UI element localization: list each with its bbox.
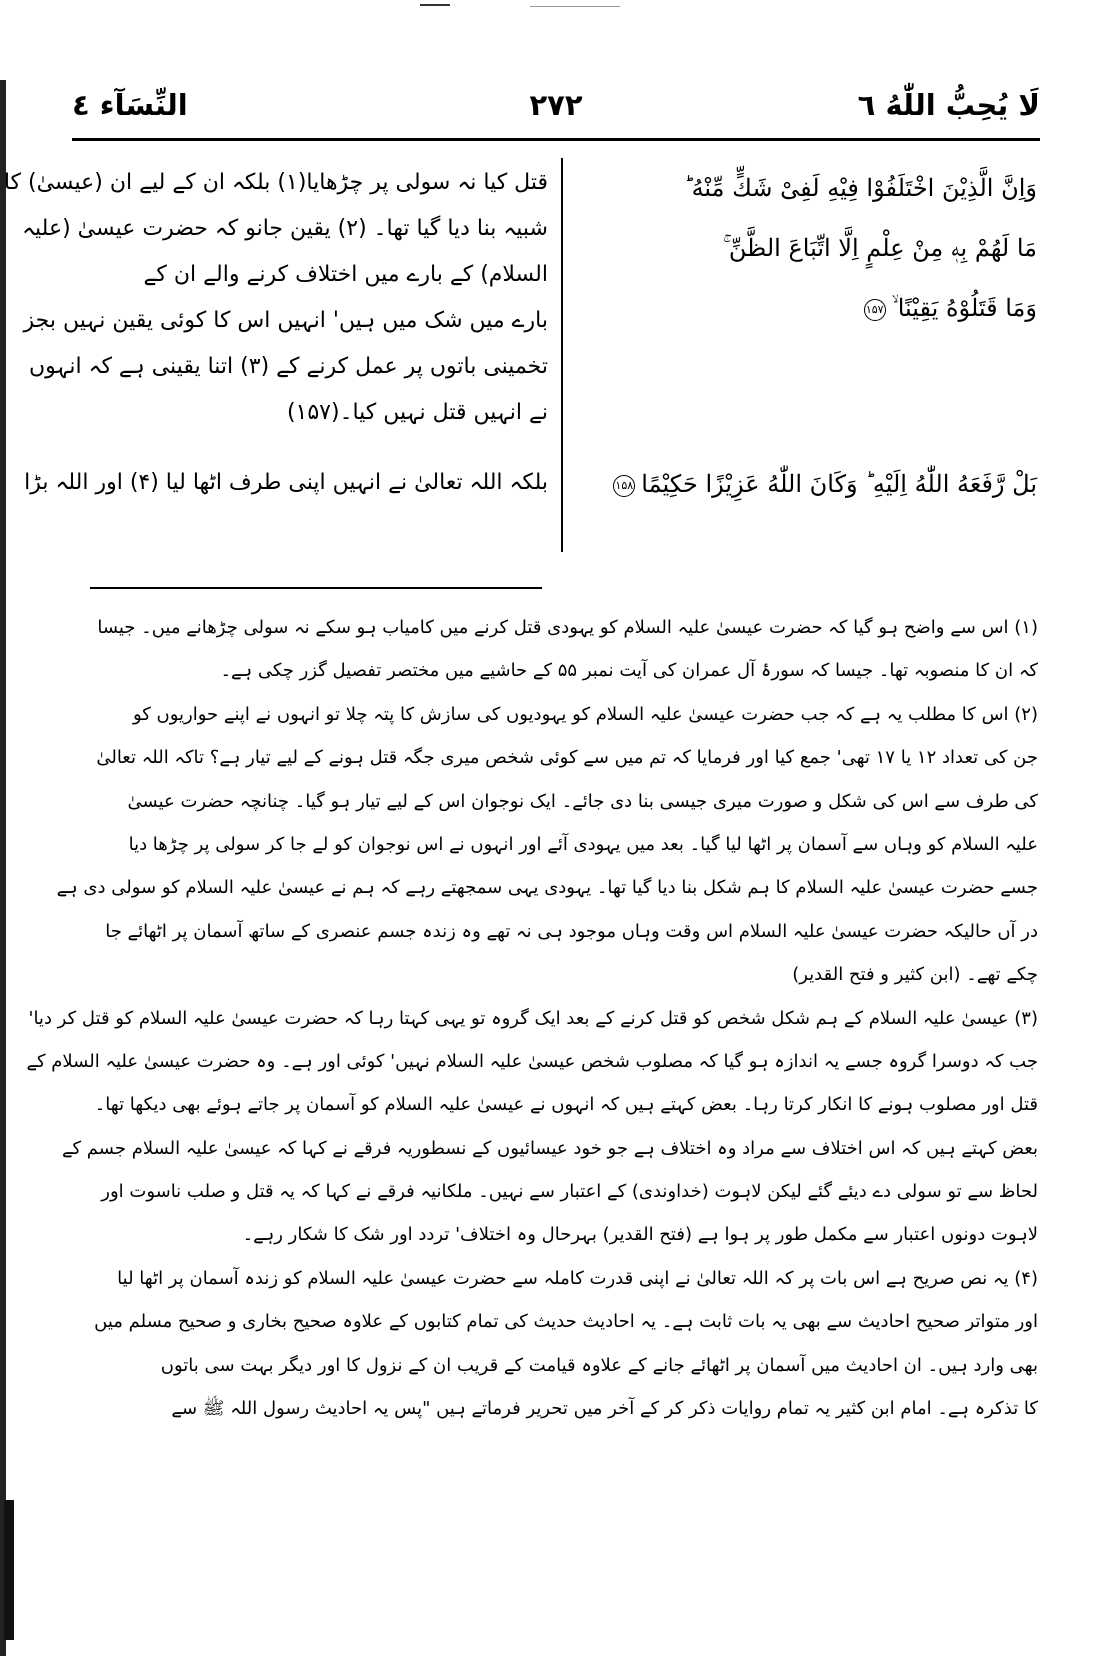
arabic-line-text: بَلْ رَّفَعَهُ اللّٰهُ اِلَیْهِ ؕ وَكَانَ اللّٰهُ عَزِیْزًا حَكِیْمًا [641, 470, 1037, 498]
juz-title: لَا یُحِبُّ اللّٰهُ ٦ [857, 88, 1040, 122]
footnote-line: جسے حضرت عیسیٰ علیہ السلام کا ہم شکل بنا دیا گیا تھا۔ یہودی یہی سمجھتے رہے کہ ہم نے عیسیٰ علیہ السلام کو سولی دی ہے [56, 877, 1038, 899]
footnote-line: (۴) یہ نص صریح ہے اس بات پر کہ اللہ تعالیٰ نے اپنی قدرت کاملہ سے حضرت عیسیٰ علیہ السلام کو زندہ آسمان پر اٹھا لیا [117, 1267, 1038, 1289]
arabic-line: مَا لَهُمْ بِهٖ مِنْ عِلْمٍ اِلَّا اتِّبَاعَ الظَّنِّ ۚ [722, 234, 1037, 262]
footnote-line: جن کی تعداد ۱۲ یا ۱۷ تھی' جمع کیا اور فرمایا کہ تم میں سے کوئی شخص میری جگہ قتل ہونے کے لیے تیار ہے؟ تاکہ اللہ تعالیٰ [96, 747, 1038, 769]
footnote-line: بھی وارد ہیں۔ ان احادیث میں آسمان پر اٹھائے جانے کے علاوہ قیامت کے قریب ان کے نزول کا اور دیگر بہت سی باتوں [160, 1354, 1038, 1376]
footnote-line: چکے تھے۔ (ابن کثیر و فتح القدیر) [792, 964, 1038, 986]
footnote-line: کہ ان کا منصوبہ تھا۔ جیسا کہ سورۂ آل عمران کی آیت نمبر ۵۵ کے حاشیے میں مختصر تفصیل گزر چکی ہے۔ [220, 660, 1038, 682]
footnote-line: کا تذکرہ ہے۔ امام ابن کثیر یہ تمام روایات ذکر کر کے آخر میں تحریر فرماتے ہیں "پس یہ احادیث رسول اللہ ﷺ سے [171, 1398, 1038, 1420]
footnote-rule [90, 587, 542, 589]
urdu-line: قتل کیا نہ سولی پر چڑھایا(۱) بلکہ ان کے لیے ان (عیسیٰ) کا [3, 170, 548, 195]
urdu-line: بارے میں شک میں ہیں' انہیں اس کا کوئی یقین نہیں بجز [23, 308, 548, 333]
page-edge-mark [4, 1500, 14, 1640]
footnotes [26, 606, 1038, 1430]
arabic-line-text: وَمَا قَتَلُوْهُ یَقِیْنًا ۙ [891, 294, 1037, 322]
footnote-line: در آں حالیکہ حضرت عیسیٰ علیہ السلام اس وقت وہاں موجود ہی نہ تھے وہ زندہ جسم عنصری کے ساتھ آسمان پر اٹھائے جا [105, 920, 1038, 942]
footnote-line: علیہ السلام کو وہاں سے آسمان پر اٹھا لیا گیا۔ بعد میں یہودی آئے اور انہوں نے اس نوجوان کو لے جا کر سولی پر چڑھا دیا [128, 833, 1038, 855]
urdu-line: بلکہ اللہ تعالیٰ نے انہیں اپنی طرف اٹھا لیا (۴) اور اللہ بڑا [24, 470, 548, 495]
footnote-line: لحاظ سے تو سولی دے دیئے گئے لیکن لاہوت (خداوندی) کے اعتبار سے نہیں۔ ملکانیہ فرقے نے کہا کہ یہ قتل و صلب ناسوت اور [101, 1181, 1038, 1203]
footnote-line: (۲) اس کا مطلب یہ ہے کہ جب حضرت عیسیٰ علیہ السلام کو یہودیوں کی سازش کا پتہ چلا تو انہوں نے اپنے حواریوں کو [132, 703, 1038, 725]
urdu-line: تخمینی باتوں پر عمل کرنے کے (۳) اتنا یقینی ہے کہ انہوں [28, 354, 548, 379]
footnote-line: بعض کہتے ہیں کہ اس اختلاف سے مراد وہ اختلاف ہے جو خود عیسائیوں کے نسطوریہ فرقے نے کہا کہ عیسیٰ علیہ السلام جسم کے [61, 1137, 1038, 1159]
column-divider [561, 158, 563, 552]
aya-number-158: ۱۵۸ [613, 475, 635, 497]
footnote-line: قتل اور مصلوب ہونے کا انکار کرتا رہا۔ بعض کہتے ہیں کہ انہوں نے عیسیٰ علیہ السلام کو آسمان پر جاتے ہوئے بھی دیکھا تھا۔ [94, 1094, 1038, 1116]
footnote-line: (۳) عیسیٰ علیہ السلام کے ہم شکل شخص کو قتل کرنے کے بعد ایک گروہ تو یہی کہتا رہا کہ حضرت عیسیٰ علیہ السلام کو قتل کر دیا' [28, 1007, 1038, 1029]
arabic-line: وَاِنَّ الَّذِیْنَ اخْتَلَفُوْا فِیْهِ لَفِیْ شَكٍّ مِّنْهُ ؕ [683, 174, 1037, 202]
footnote-line: لاہوت دونوں اعتبار سے مکمل طور پر ہوا ہے (فتح القدیر) بہرحال وہ اختلاف' تردد اور شک کا شکار رہے۔ [242, 1224, 1038, 1246]
surah-title: النِّسَآء ٤ [72, 88, 188, 122]
page-header [72, 88, 1040, 128]
urdu-line: شبیہ بنا دیا گیا تھا۔ (۲) یقین جانو کہ حضرت عیسیٰ (علیہ [22, 216, 548, 241]
arabic-verse-text [585, 158, 1037, 338]
urdu-line: نے انہیں قتل نہیں کیا۔(۱۵۷) [286, 400, 548, 425]
footnote-line: (۱) اس سے واضح ہو گیا کہ حضرت عیسیٰ علیہ السلام کو یہودی قتل کرنے میں کامیاب ہو سکے نہ سولی چڑھانے میں۔ جیسا [97, 617, 1038, 638]
urdu-line: السلام) کے بارے میں اختلاف کرنے والے ان کے [143, 262, 548, 287]
aya-number-157: ۱۵۷ [864, 299, 886, 321]
top-scan-mark-2 [530, 6, 620, 7]
arabic-line [585, 470, 1037, 498]
arabic-line [585, 278, 1037, 338]
footnote-line: جب کہ دوسرا گروہ جسے یہ اندازہ ہو گیا کہ مصلوب شخص عیسیٰ علیہ السلام نہیں' کوئی اور ہے۔ وہ حضرت عیسیٰ علیہ السلام کے [26, 1050, 1038, 1072]
page-number: ۲۷۲ [529, 88, 583, 122]
top-scan-mark [420, 4, 450, 6]
page-edge-shadow [0, 80, 6, 1656]
footnote-line: اور متواتر صحیح احادیث سے بھی یہ بات ثابت ہے۔ یہ احادیث حدیث کی تمام کتابوں کے علاوہ صحیح بخاری و صحیح مسلم میں [94, 1311, 1038, 1333]
header-rule [72, 138, 1040, 141]
footnote-line: کی طرف سے اس کی شکل و صورت میری جیسی بنا دی جائے۔ ایک نوجوان اس کے لیے تیار ہو گیا۔ چنانچہ حضرت عیسیٰ [127, 790, 1038, 812]
urdu-translation [3, 160, 548, 436]
